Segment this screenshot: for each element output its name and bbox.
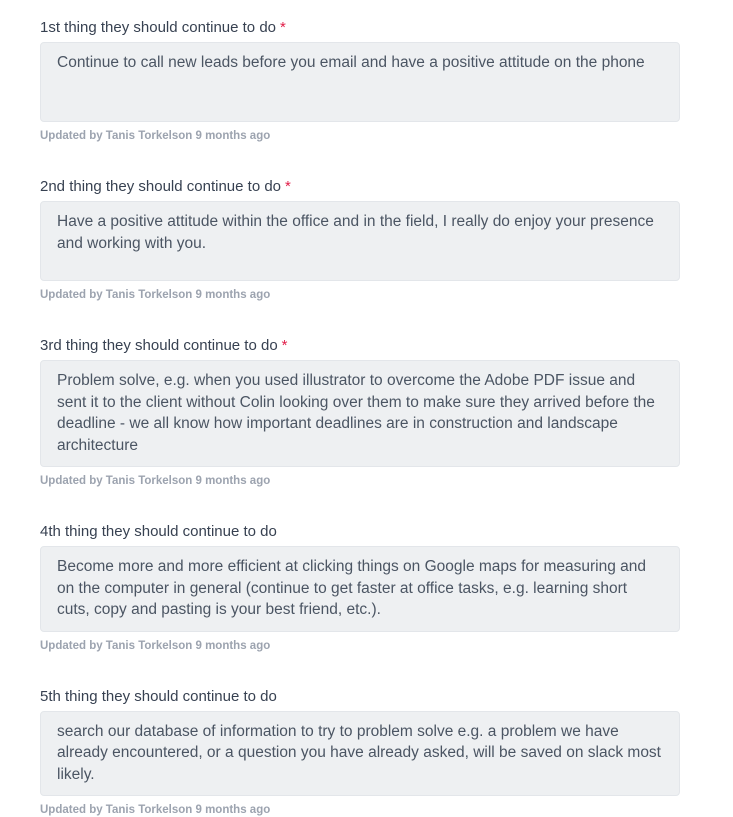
label-text: 5th thing they should continue to do [40, 687, 277, 705]
required-asterisk: * [280, 19, 286, 36]
field-3 [40, 335, 680, 488]
label-text: 4th thing they should continue to do [40, 523, 277, 540]
label-text: 2nd thing they should continue to do [40, 178, 282, 195]
updated-by-text: Updated by Tanis Torkelson 9 months ago [40, 804, 271, 816]
answer-textarea[interactable]: Become more and more efficient at clicking things on Google maps for measuring and on the computer in general (continue to get faster at office tasks, e.g. learning short cuts, copy and pasting is your best friend, etc.). [40, 546, 680, 632]
field-label [40, 335, 680, 357]
field-label [40, 521, 680, 543]
field-1 [40, 17, 680, 143]
field-5 [40, 686, 680, 817]
field-2 [40, 176, 680, 302]
required-asterisk: * [285, 178, 291, 195]
answer-textarea[interactable]: Continue to call new leads before you email and have a positive attitude on the phone [40, 42, 680, 122]
answer-textarea[interactable]: Problem solve, e.g. when you used illustrator to overcome the Adobe PDF issue and sent it to the client without Colin looking over them to make sure they arrived before the deadline - we all know how important deadlines are in construction and landscape architecture [40, 360, 680, 467]
label-text: 3rd thing they should continue to do [40, 337, 278, 354]
updated-by-text: Updated by Tanis Torkelson 9 months ago [40, 639, 271, 652]
label-text: 1st thing they should continue to do [40, 19, 277, 36]
field-label [40, 176, 680, 198]
field-label [40, 686, 680, 708]
required-asterisk: * [281, 337, 288, 354]
field-label [40, 17, 680, 39]
updated-by-text: Updated by Tanis Torkelson 9 months ago [40, 475, 271, 487]
field-4 [40, 521, 680, 653]
updated-by-text: Updated by Tanis Torkelson 9 months ago [40, 289, 271, 301]
answer-textarea[interactable]: search our database of information to try to problem solve e.g. a problem we have already encountered, or a question you have already asked, will be saved on slack most likely. [40, 711, 680, 797]
updated-by-text: Updated by Tanis Torkelson 9 months ago [40, 130, 271, 142]
answer-textarea[interactable]: Have a positive attitude within the office and in the field, I really do enjoy your presence and working with you. [40, 201, 680, 281]
